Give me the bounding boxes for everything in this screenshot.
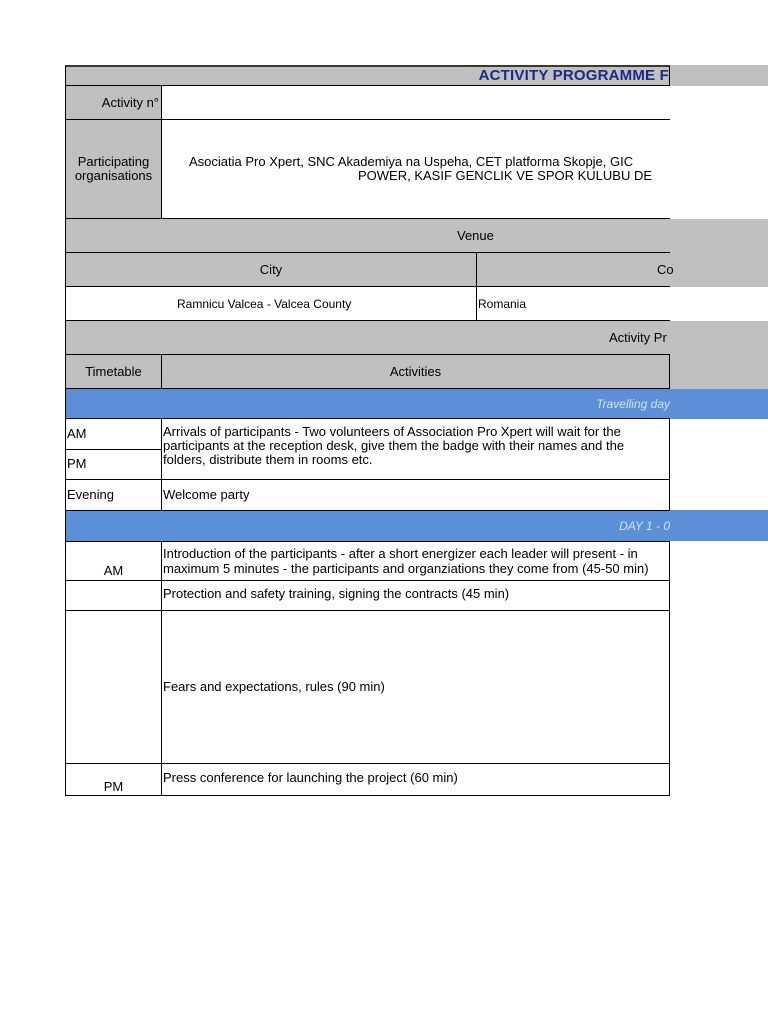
arrivals-activity: Arrivals of participants - Two volunteers of Association Pro Xpert will wait for the participants at the reception desk, give them the badge with their names and the folders, distribute them in rooms etc.	[161, 419, 670, 480]
organisations-label: Participating organisations	[65, 120, 162, 219]
introduction-activity: Introduction of the participants - after a short energizer each leader will present - in maximum 5 minutes - the participants and organziations they come from (45-50 min)	[161, 542, 670, 581]
welcome-party-activity: Welcome party	[161, 480, 670, 511]
travel-am-time: AM	[65, 419, 162, 450]
day1-banner-text: DAY 1 - 0	[619, 519, 670, 533]
overflow-band-title	[670, 65, 768, 86]
day1-pm-time: PM	[65, 764, 162, 796]
country-value: Romania	[476, 287, 670, 321]
venue-heading-text: Venue	[457, 227, 494, 243]
organisations-line-1: Asociatia Pro Xpert, SNC Akademiya na Uspeha, CET platforma Skopje, GIC	[189, 154, 634, 169]
safety-training-activity: Protection and safety training, signing the contracts (45 min)	[161, 581, 670, 611]
city-value: Ramnicu Valcea - Valcea County	[65, 287, 477, 321]
activity-no-label: Activity n°	[65, 86, 162, 120]
country-label-text: Co	[657, 261, 674, 277]
overflow-band-day1	[670, 510, 768, 541]
programme-heading	[65, 321, 670, 355]
day1-safety-time	[65, 581, 162, 611]
programme-heading-text: Activity Pr	[609, 329, 667, 345]
press-conference-activity: Press conference for launching the project (60 min)	[161, 764, 670, 796]
day1-fears-time	[65, 611, 162, 764]
travel-pm-time: PM	[65, 449, 162, 480]
organisations-line-2: POWER, KASIF GENCLIK VE SPOR KULUBU DE	[358, 168, 653, 183]
city-label: City	[65, 253, 477, 287]
page-title: ACTIVITY PROGRAMME F	[65, 65, 670, 86]
organisations-value	[161, 120, 670, 219]
day1-am-time: AM	[65, 542, 162, 581]
overflow-band-travel	[670, 389, 768, 419]
day1-banner	[65, 511, 670, 542]
travel-day-banner	[65, 389, 670, 419]
venue-heading	[65, 219, 670, 253]
fears-expectations-activity: Fears and expectations, rules (90 min)	[161, 611, 670, 764]
activity-no-value[interactable]	[161, 86, 670, 120]
timetable-header: Timetable	[65, 355, 162, 389]
travel-evening-time: Evening	[65, 480, 162, 511]
overflow-band-venue	[670, 219, 768, 287]
activities-header: Activities	[161, 355, 670, 389]
overflow-band-programme	[670, 321, 768, 389]
travel-day-banner-text: Travelling day	[596, 396, 670, 411]
country-label	[476, 253, 674, 287]
